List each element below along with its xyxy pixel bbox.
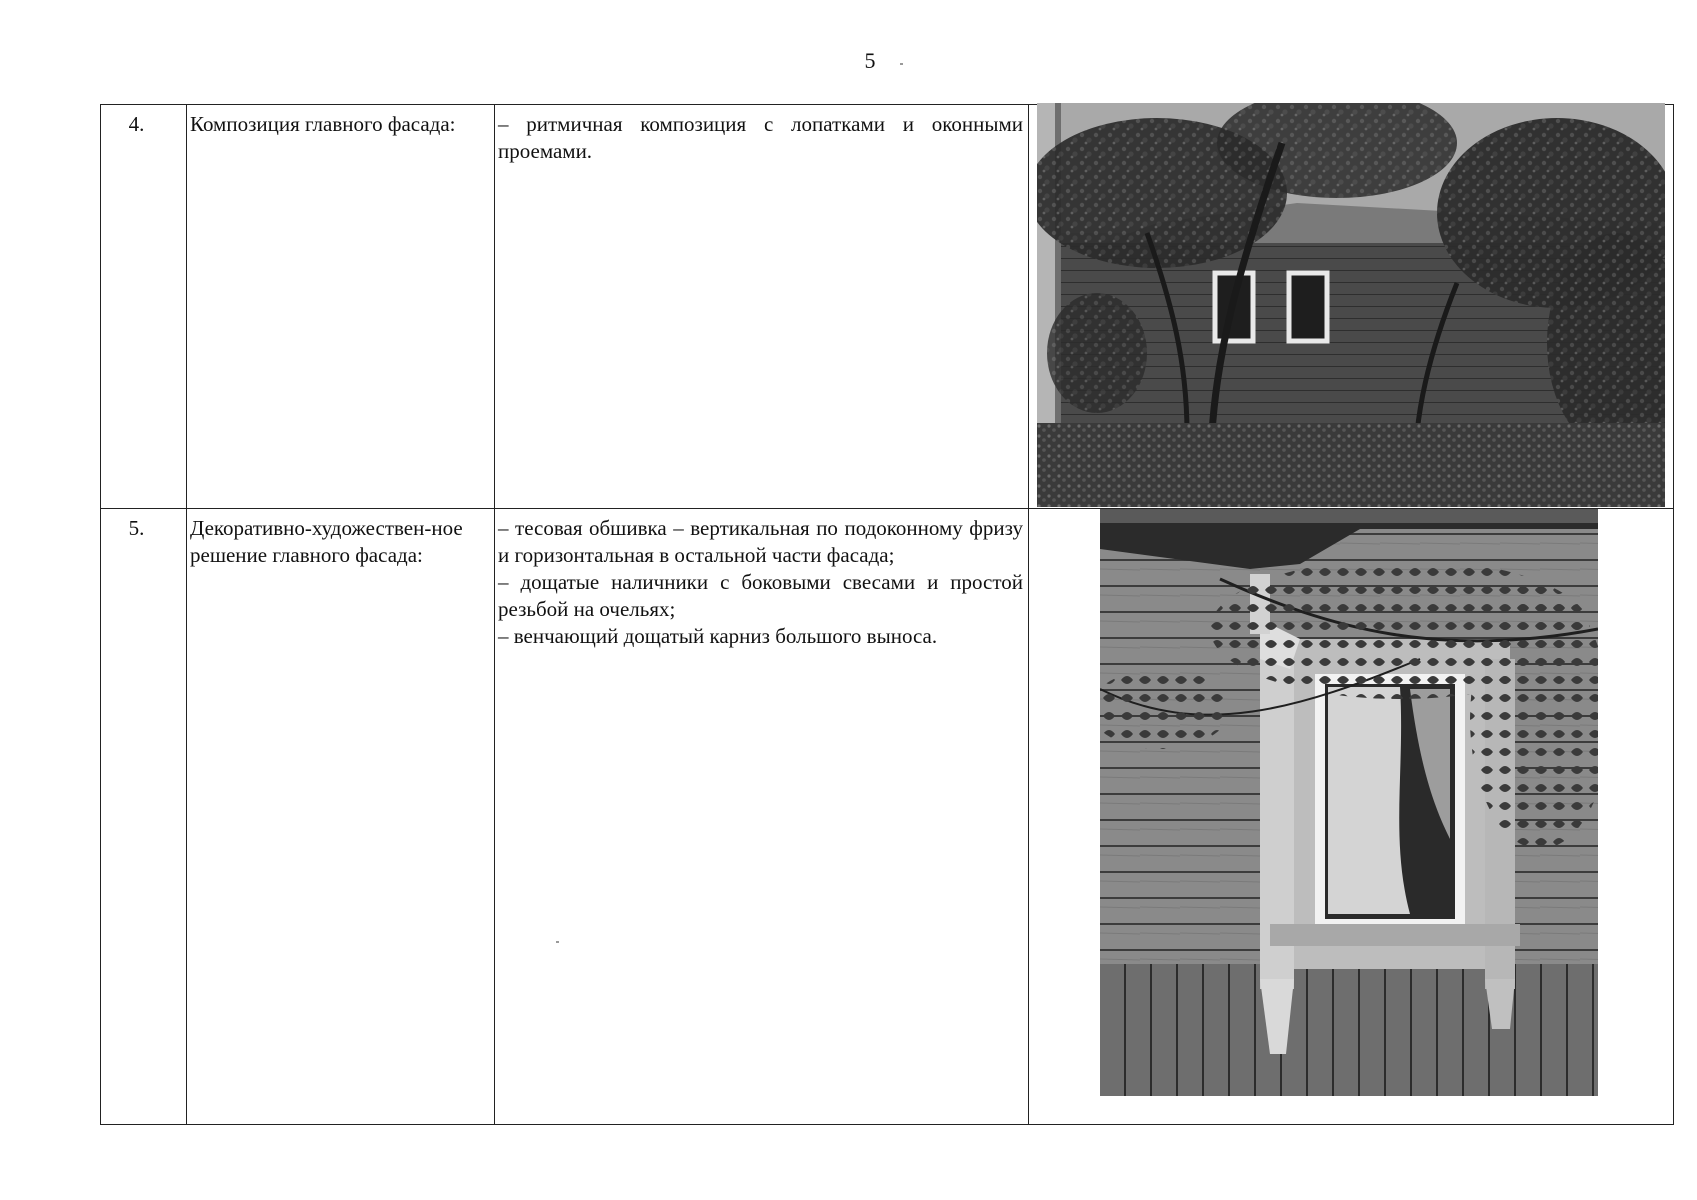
page-number: 5 — [864, 48, 876, 73]
window-trim-photo — [1100, 509, 1598, 1096]
description-line: – ритмичная композиция с лопатками и оконными проемами. — [498, 112, 1023, 163]
feature-title: Композиция главного фасада: — [187, 105, 495, 509]
description-line: – венчающий дощатый карниз большого выноса. — [498, 624, 938, 648]
house-facade-photo — [1037, 103, 1665, 507]
description-line: – дощатые наличники с боковыми свесами и простой резьбой на очельях; — [498, 570, 1023, 621]
feature-title: Декоративно-художествен-ное решение главного фасада: — [187, 509, 495, 1125]
monument-features-table — [100, 104, 1674, 1125]
feature-description — [495, 509, 1029, 1125]
scan-speck — [900, 63, 903, 65]
row-number: 4. — [101, 105, 187, 509]
row-number: 5. — [101, 509, 187, 1125]
table-row — [101, 509, 1674, 1125]
photo-cell — [1029, 509, 1674, 1125]
photo-cell — [1029, 105, 1674, 509]
description-line: – тесовая обшивка – вертикальная по подоконному фризу и горизонтальная в остальной части фасада; — [498, 516, 1023, 567]
table-row — [101, 105, 1674, 509]
feature-description — [495, 105, 1029, 509]
